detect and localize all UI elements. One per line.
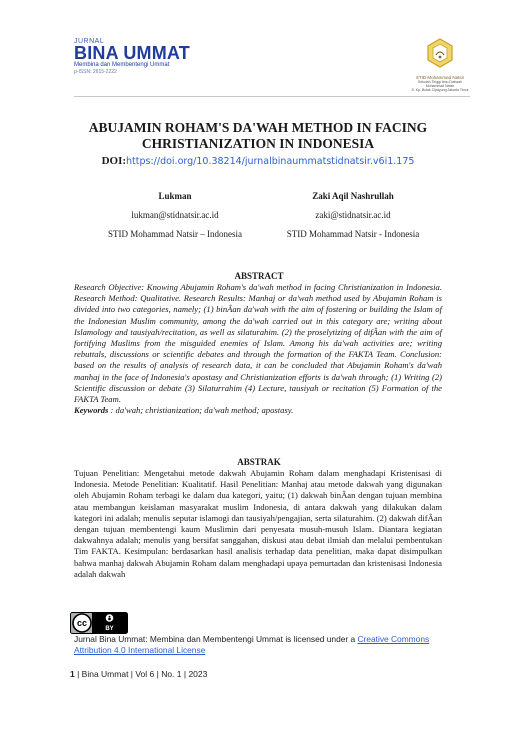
header-divider — [74, 96, 470, 97]
keywords-line — [74, 405, 442, 416]
author-block-2 — [258, 187, 448, 244]
abstract-heading: ABSTRACT — [234, 271, 284, 281]
license-text: Jurnal Bina Ummat: Membina dan Membentengi Ummat is licensed under a — [74, 634, 358, 644]
college-line-2: Jl. Kp. Bulak Cipayung Jakarta Timur — [411, 88, 469, 92]
abstrak-body: Tujuan Penelitian: Mengetahui metode dakwah Abujamin Roham dalam menghadapi Kristenisasi di Indonesia. Metode Penelitian: Kualitatif. Hasil Penelitian: Manhaj atau metode dakwah yang digunakan oleh Abujamin Roham terbagi ke dalam dua kategori, yaitu; (1) dakwah binÂan dengan tujuan membina atau membangun keislaman masyarakat muslim Indonesia, di antara dakwah yang dilakukan dalam kategori ini adalah; menulis seputar islamogi dan tausiyah/pengajian, serta silaturahim. (2) dakwah difÂan dengan tujuan membentengi kaum Muslimin dari penyesata musuh-musuh Islam. Diantara kegiatan dakwahnya adalah; menulis yang bersifat sanggahan, diskusi atau debat ilmiah dan melalui pembentukan Tim FAKTA. Kesimpulan: berdasarkan hasil analisis terhadap data penelitian, maka dapat disimpulkan bahwa manhaj dakwah Abujamin Roham dalam menghadapi upaya pemurtadan dan kristenisasi Indonesia adalah dakwah — [74, 468, 442, 579]
license-notice — [74, 634, 434, 656]
journal-name: BINA UMMAT — [74, 43, 190, 63]
cc-label: cc — [76, 618, 88, 629]
author-email[interactable]: lukman@stidnatsir.ac.id — [131, 210, 219, 220]
by-label: BY — [105, 626, 114, 632]
author-name: Lukman — [158, 191, 192, 201]
journal-issn: p-ISSN: 2615-2222 — [74, 69, 117, 75]
doi-label: DOI: — [101, 155, 127, 167]
abstrak-heading: ABSTRAK — [237, 457, 281, 467]
paper-title: ABUJAMIN ROHAM'S DA'WAH METHOD IN FACING CHRISTIANIZATION IN INDONESIA — [88, 120, 428, 151]
college-emblem-icon — [426, 38, 454, 68]
page-footer — [70, 669, 207, 679]
author-affiliation: STID Mohammad Natsir – Indonesia — [108, 229, 242, 239]
footer-citation: | Bina Ummat | Vol 6 | No. 1 | 2023 — [74, 669, 208, 679]
keywords-label: Keywords — [74, 405, 109, 416]
author-block-1 — [80, 187, 270, 244]
college-name: STID Mohammad Natsir — [415, 75, 465, 80]
abstract-body — [74, 282, 442, 416]
journal-logo — [74, 38, 214, 76]
author-email[interactable]: zaki@stidnatsir.ac.id — [315, 210, 391, 220]
abstract-text: Research Objective: Knowing Abujamin Roham's da'wah method in facing Christianization in Indonesia. Research Method: Qualitative. Research Results: Manhaj or da'wah method used by Abujamin Roham is divided into two categories, namely; (1) binÂan da'wah with the aim of fostering or building the Islam of the Indonesian Muslim community, among the da'wah carried out in this category are; writing about Islamology and tausiyah/recitation, as well as silaturahim. (2) the proselytizing of difÂan with the aim of fortifying Muslims from the misguided enemies of Islam. Among his da'wah activities are; writing rebuttals, discussions or scientific debates and through the formation of the FAKTA Team. Conclusion: based on the results of analysis of research data, it can be concluded that Abujamin Roham's da'wah manhaj in the face of Indonesia's apostasy and Christianization efforts is da'wah through; (1) Writing (2) Scientific discussion or debate (3) Silaturrahim (4) Lecture, tausiyah or recitation (5) Formation of the FAKTA Team. — [74, 282, 442, 405]
license-link[interactable]: Creative Commons Attribution 4.0 International License — [74, 634, 430, 655]
author-affiliation: STID Mohammad Natsir - Indonesia — [286, 229, 420, 239]
college-logo — [410, 38, 470, 92]
doi-link[interactable]: https://doi.org/10.38214/jurnalbinaummatstidnatsir.v6i1.175 — [126, 156, 415, 167]
cc-by-badge-icon[interactable] — [70, 612, 128, 634]
author-name: Zaki Aqil Nashrullah — [312, 191, 394, 201]
college-line-1: Sekolah Tinggi Ilmu Dakwah Mohammad Natsir — [417, 80, 463, 88]
journal-label: JURNAL — [74, 38, 105, 45]
journal-subtitle: Membina dan Membentengi Ummat — [74, 62, 170, 68]
doi-line — [60, 155, 456, 167]
page-number: 1 — [70, 669, 75, 679]
keywords-text: : da'wah; christianization; da'wah method; apostasy. — [108, 405, 294, 416]
